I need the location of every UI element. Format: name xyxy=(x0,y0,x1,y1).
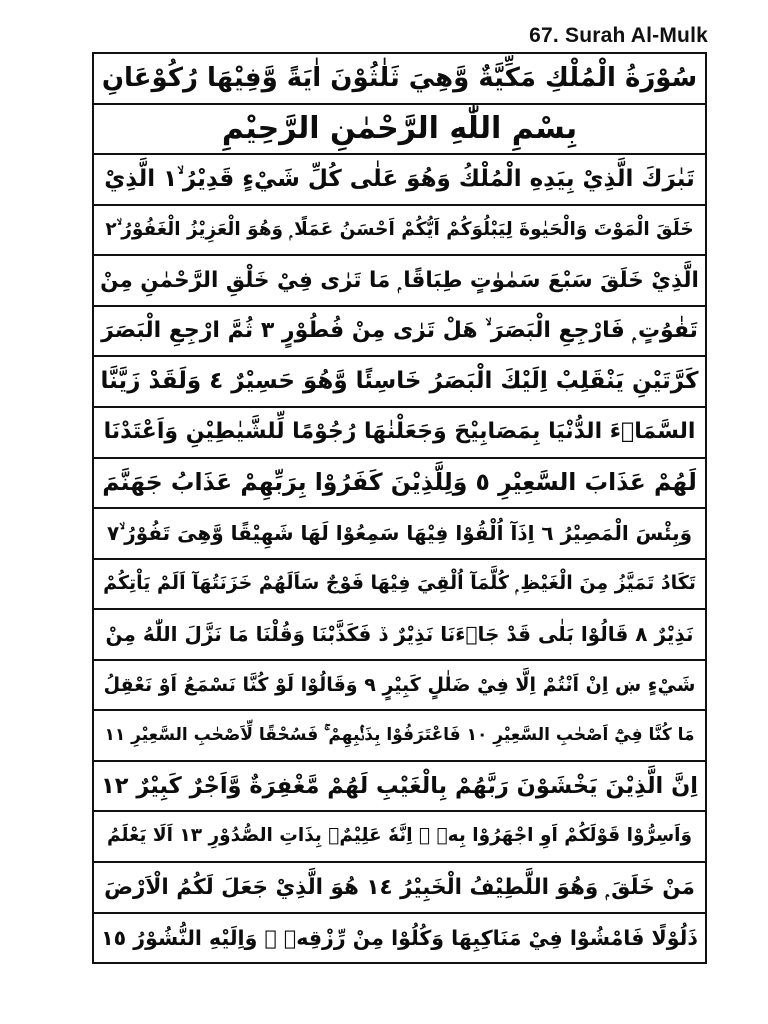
line-text: شَيْءٍ ښ اِنْ اَنْتُمْ اِلَّا فِيْ ضَلٰلٍ كَبِيْرٍ ٩ وَقَالُوْا لَوْ كُنَّا نَسْمَعُ اَوْ نَعْقِلُ xyxy=(103,673,696,696)
line-text: خَلَقَ الْمَوْتَ وَالْحَيٰوةَ لِيَبْلُوَكُمْ اَيُّكُمْ اَحْسَنُ عَمَلًا ۭ وَهُوَ الْعَزِيْزُ الْغَفُوْرُ ۙ٢ xyxy=(105,218,694,240)
line-text: وَبِئْسَ الْمَصِيْرُ ٦ اِذَآ اُلْقُوْا فِيْهَا سَمِعُوْا لَهَا شَهِيْقًا وَّهِىَ تَفُوْرُ ۙ٧ xyxy=(106,521,693,546)
line-text: تَبٰرَكَ الَّذِيْ بِيَدِهِ الْمُلْكُ وَهُوَ عَلٰى كُلِّ شَيْءٍ قَدِيْرُ ۙ١ الَّذِيْ xyxy=(104,165,695,192)
line-text: كَرَّتَيْنِ يَنْقَلِبْ اِلَيْكَ الْبَصَرُ خَاسِئًا وَّهُوَ حَسِيْرٌ ٤ وَلَقَدْ زَيَّنَّا xyxy=(100,368,699,395)
line-text: لَهُمْ عَذَابَ السَّعِيْرِ ٥ وَلِلَّذِيْنَ كَفَرُوْا بِرَبِّهِمْ عَذَابُ جَهَنَّمَ xyxy=(102,468,697,497)
verse-line xyxy=(94,256,705,307)
bismillah-line xyxy=(94,105,705,156)
line-text: بِسْمِ اللّٰهِ الرَّحْمٰنِ الرَّحِيْمِ xyxy=(221,110,578,146)
page-header-title: 67. Surah Al-Mulk xyxy=(529,24,708,47)
verse-line xyxy=(94,661,705,712)
verse-line xyxy=(94,459,705,510)
line-text: سُوْرَةُ الْمُلْكِ مَكِّيَّةٌ وَّهِيَ ثَلٰثُوْنَ اٰيَةً وَّفِيْهَا رُكُوْعَانِ xyxy=(101,63,698,94)
verse-line xyxy=(94,509,705,560)
verse-line xyxy=(94,357,705,408)
line-text: وَاَسِرُّوْا قَوْلَكُمْ اَوِ اجْهَرُوْا بِهٖ ۭ اِنَّهٗ عَلِيْمٌۢ بِذَاتِ الصُّدُوْرِ ١٣ اَلَا يَعْلَمُ xyxy=(107,825,692,847)
verse-line xyxy=(94,863,705,914)
verse-line xyxy=(94,155,705,206)
verse-line xyxy=(94,812,705,863)
verse-line xyxy=(94,408,705,459)
quran-text-frame xyxy=(92,52,707,964)
line-text: ذَلُوْلًا فَامْشُوْا فِيْ مَنَاكِبِهَا وَكُلُوْا مِنْ رِّزْقِهٖ ۭ وَاِلَيْهِ النُّشُوْرُ ١٥ xyxy=(101,925,698,950)
verse-line xyxy=(94,206,705,257)
verse-line xyxy=(94,762,705,813)
verse-line xyxy=(94,914,705,963)
line-text: اِنَّ الَّذِيْنَ يَخْشَوْنَ رَبَّهُمْ بِالْغَيْبِ لَهُمْ مَّغْفِرَةٌ وَّاَجْرٌ كَبِيْرٌ ١٢ xyxy=(101,772,698,799)
line-text: السَّمَاۗءَ الدُّنْيَا بِمَصَابِيْحَ وَجَعَلْنٰهَا رُجُوْمًا لِّلشَّيٰطِيْنِ وَاَعْتَدْنَا xyxy=(103,419,696,445)
line-text: تَكَادُ تَمَيَّزُ مِنَ الْغَيْظِ ۭ كُلَّمَآ اُلْقِيَ فِيْهَا فَوْجٌ سَاَلَهُمْ خَزَنَتُهَآ اَلَمْ يَاْتِكُمْ xyxy=(103,572,696,595)
surah-title-line xyxy=(94,54,705,105)
line-text: الَّذِيْ خَلَقَ سَبْعَ سَمٰوٰتٍ طِبَاقًا ۭ مَا تَرٰى فِيْ خَلْقِ الرَّحْمٰنِ مِنْ xyxy=(100,267,699,293)
line-text: مَا كُنَّا فِيْٓ اَصْحٰبِ السَّعِيْرِ ١٠ فَاعْتَرَفُوْا بِذَنْۢبِهِمْ ۚ فَسُحْقًا لِّاَصْحٰبِ السَّعِيْرِ ١١ xyxy=(104,725,695,746)
verse-line xyxy=(94,307,705,358)
verse-line xyxy=(94,610,705,661)
line-text: مَنْ خَلَقَ ۭ وَهُوَ اللَّطِيْفُ الْخَبِيْرُ ١٤ هُوَ الَّذِيْ جَعَلَ لَكُمُ الْاَرْضَ xyxy=(104,874,695,900)
line-text: نَذِيْرٌ ٨ قَالُوْا بَلٰى قَدْ جَاۗءَنَا نَذِيْرٌ ڏ فَكَذَّبْنَا وَقُلْنَا مَا نَزَّلَ اللّٰهُ مِنْ xyxy=(105,622,694,647)
verse-line xyxy=(94,560,705,611)
verse-line xyxy=(94,711,705,762)
line-text: تَفٰوُتٍ ۭ فَارْجِعِ الْبَصَرَ ۙ هَلْ تَرٰى مِنْ فُطُوْرٍ ٣ ثُمَّ ارْجِعِ الْبَصَرَ xyxy=(101,318,698,344)
